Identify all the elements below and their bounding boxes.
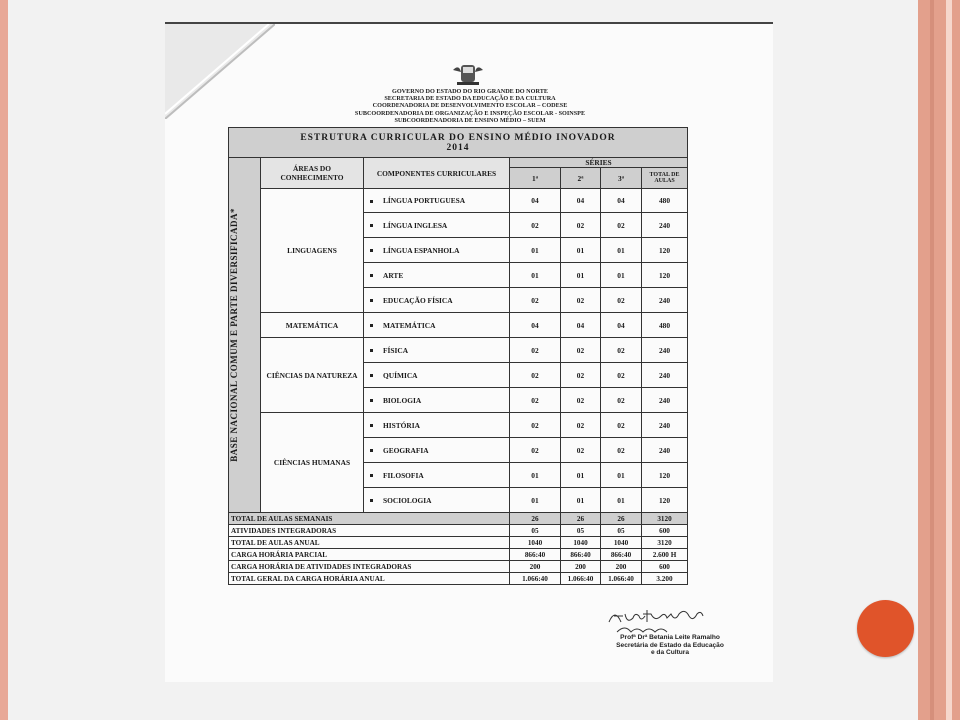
footer-s1: 1040 [510,537,561,549]
value-total: 240 [642,338,688,363]
value-total: 240 [642,388,688,413]
footer-s3: 200 [601,561,642,573]
area-ciencias-humanas: CIÊNCIAS HUMANAS [261,413,364,513]
component-cell [364,263,510,288]
component-label: LÍNGUA ESPANHOLA [383,245,460,255]
area-matematica: MATEMÁTICA [261,313,364,338]
bullet-icon [370,474,373,477]
footer-row [229,573,688,585]
series-header: SÉRIES [510,158,688,168]
value-s3: 01 [601,238,642,263]
component-cell [364,463,510,488]
value-s3: 04 [601,313,642,338]
component-label: FÍSICA [383,345,409,355]
right-decorative-band [918,0,960,720]
component-label: ARTE [383,270,404,280]
col-2-header: 2ª [561,168,601,189]
page-fold-corner [165,24,275,119]
footer-row [229,549,688,561]
header-line-4: SUBCOORDENADORIA DE ORGANIZAÇÃO E INSPEÇÃO ESCOLAR - SOINSPE [354,109,586,117]
component-cell [364,363,510,388]
component-label: HISTÓRIA [383,420,420,430]
component-cell [364,189,510,213]
value-s2: 02 [561,413,601,438]
table-row [229,313,688,338]
value-total: 120 [642,263,688,288]
footer-total: 3120 [642,513,688,525]
value-s1: 02 [510,413,561,438]
col-3-header: 3ª [601,168,642,189]
col-1-header: 1ª [510,168,561,189]
component-cell [364,288,510,313]
value-s3: 04 [601,189,642,213]
value-s1: 04 [510,313,561,338]
component-cell [364,338,510,363]
bullet-icon [370,499,373,502]
footer-s1: 05 [510,525,561,537]
footer-label: CARGA HORÁRIA PARCIAL [229,549,510,561]
col-areas-header: ÁREAS DO CONHECIMENTO [261,158,364,189]
footer-s1: 26 [510,513,561,525]
value-total: 480 [642,313,688,338]
value-s2: 02 [561,338,601,363]
bullet-icon [370,274,373,277]
footer-s3: 866:40 [601,549,642,561]
bullet-icon [370,424,373,427]
left-border [0,0,8,720]
value-s2: 02 [561,438,601,463]
footer-s3: 26 [601,513,642,525]
footer-label: CARGA HORÁRIA DE ATIVIDADES INTEGRADORAS [229,561,510,573]
footer-total: 2.600 H [642,549,688,561]
value-s2: 01 [561,463,601,488]
footer-total: 3120 [642,537,688,549]
value-s3: 02 [601,388,642,413]
value-s2: 04 [561,313,601,338]
table-row [229,338,688,363]
component-cell [364,313,510,338]
value-s1: 02 [510,338,561,363]
component-label: QUÍMICA [383,370,418,380]
footer-s1: 200 [510,561,561,573]
signatory-name: Profª Drª Betania Leite Ramalho [620,634,720,641]
footer-s2: 1.066:40 [561,573,601,585]
value-s1: 02 [510,438,561,463]
component-label: LÍNGUA PORTUGUESA [383,196,466,205]
component-cell [364,213,510,238]
value-s3: 02 [601,363,642,388]
bullet-icon [370,449,373,452]
value-s3: 02 [601,413,642,438]
table-row [229,189,688,213]
bullet-icon [370,374,373,377]
bullet-icon [370,249,373,252]
value-s1: 01 [510,238,561,263]
value-s1: 01 [510,263,561,288]
header-line-2: SECRETARIA DE ESTADO DA EDUCAÇÃO E DA CULTURA [384,95,556,103]
value-s1: 01 [510,463,561,488]
scanned-document [165,22,773,682]
value-total: 240 [642,438,688,463]
value-total: 480 [642,189,688,213]
value-s3: 02 [601,438,642,463]
value-total: 240 [642,413,688,438]
footer-row [229,513,688,525]
value-total: 240 [642,213,688,238]
bullet-icon [370,200,373,203]
bullet-icon [370,224,373,227]
footer-total: 3.200 [642,573,688,585]
footer-s1: 1.066:40 [510,573,561,585]
value-s3: 01 [601,263,642,288]
footer-label: ATIVIDADES INTEGRADORAS [229,525,510,537]
value-s2: 02 [561,363,601,388]
bullet-icon [370,324,373,327]
footer-s2: 05 [561,525,601,537]
value-s3: 01 [601,463,642,488]
value-s3: 02 [601,288,642,313]
bullet-icon [370,349,373,352]
footer-s3: 1040 [601,537,642,549]
value-total: 120 [642,238,688,263]
curriculum-table [228,127,688,585]
bullet-icon [370,299,373,302]
side-label-cell [229,158,261,513]
value-s1: 02 [510,288,561,313]
component-cell [364,438,510,463]
footer-label: TOTAL DE AULAS ANUAL [229,537,510,549]
value-total: 120 [642,488,688,513]
band-inner-stripe [946,0,952,720]
footer-row [229,561,688,573]
footer-s2: 866:40 [561,549,601,561]
component-label: GEOGRAFIA [383,445,429,455]
component-label: MATEMÁTICA [383,320,436,330]
table-title-main: ESTRUTURA CURRICULAR DO ENSINO MÉDIO INOVADOR [300,132,616,143]
component-cell [364,413,510,438]
table-title [229,128,688,158]
footer-row [229,537,688,549]
value-s1: 04 [510,189,561,213]
value-s3: 02 [601,338,642,363]
col-total-header: TOTAL DE AULAS [642,168,688,189]
value-s1: 02 [510,363,561,388]
value-s1: 02 [510,388,561,413]
orange-circle-decoration [857,600,914,657]
document-header [305,88,635,124]
value-s2: 01 [561,263,601,288]
component-label: SOCIOLOGIA [383,495,432,505]
area-linguagens: LINGUAGENS [261,189,364,313]
value-s2: 02 [561,288,601,313]
signature-block [605,634,735,657]
footer-s2: 200 [561,561,601,573]
value-total: 240 [642,288,688,313]
component-cell [364,488,510,513]
handwritten-signature [605,602,725,636]
footer-total: 600 [642,561,688,573]
footer-row [229,525,688,537]
footer-total: 600 [642,525,688,537]
side-label: BASE NACIONAL COMUM E PARTE DIVERSIFICADA* [229,208,239,462]
value-s2: 02 [561,213,601,238]
value-s3: 02 [601,213,642,238]
footer-label: TOTAL DE AULAS SEMANAIS [229,513,510,525]
value-s2: 01 [561,488,601,513]
value-s1: 01 [510,488,561,513]
value-s3: 01 [601,488,642,513]
value-s1: 02 [510,213,561,238]
footer-s3: 05 [601,525,642,537]
component-label: EDUCAÇÃO FÍSICA [383,295,453,305]
footer-s2: 26 [561,513,601,525]
bullet-icon [370,399,373,402]
component-label: LÍNGUA INGLESA [383,220,448,230]
footer-s3: 1.066:40 [601,573,642,585]
table-row [229,413,688,438]
component-cell [364,238,510,263]
header-line-1: GOVERNO DO ESTADO DO RIO GRANDE DO NORTE [392,88,548,95]
footer-s1: 866:40 [510,549,561,561]
header-line-5: SUBCOORDENADORIA DE ENSINO MÉDIO – SUEM [394,116,546,124]
value-total: 120 [642,463,688,488]
footer-s2: 1040 [561,537,601,549]
signatory-role-1: Secretária de Estado da Educação [616,641,724,649]
table-title-year: 2014 [446,142,470,153]
state-coat-of-arms-icon [451,62,485,86]
header-line-3: COORDENADORIA DE DESENVOLVIMENTO ESCOLAR – CODESE [372,102,568,110]
area-ciencias-natureza: CIÊNCIAS DA NATUREZA [261,338,364,413]
band-line [930,0,934,720]
footer-label: TOTAL GERAL DA CARGA HORÁRIA ANUAL [229,573,510,585]
value-s2: 01 [561,238,601,263]
signatory-role-2: e da Cultura [650,649,690,657]
component-label: BIOLOGIA [383,395,422,405]
value-s2: 04 [561,189,601,213]
value-total: 240 [642,363,688,388]
col-componentes-header: COMPONENTES CURRICULARES [364,158,510,189]
value-s2: 02 [561,388,601,413]
component-cell [364,388,510,413]
component-label: FILOSOFIA [383,470,424,480]
